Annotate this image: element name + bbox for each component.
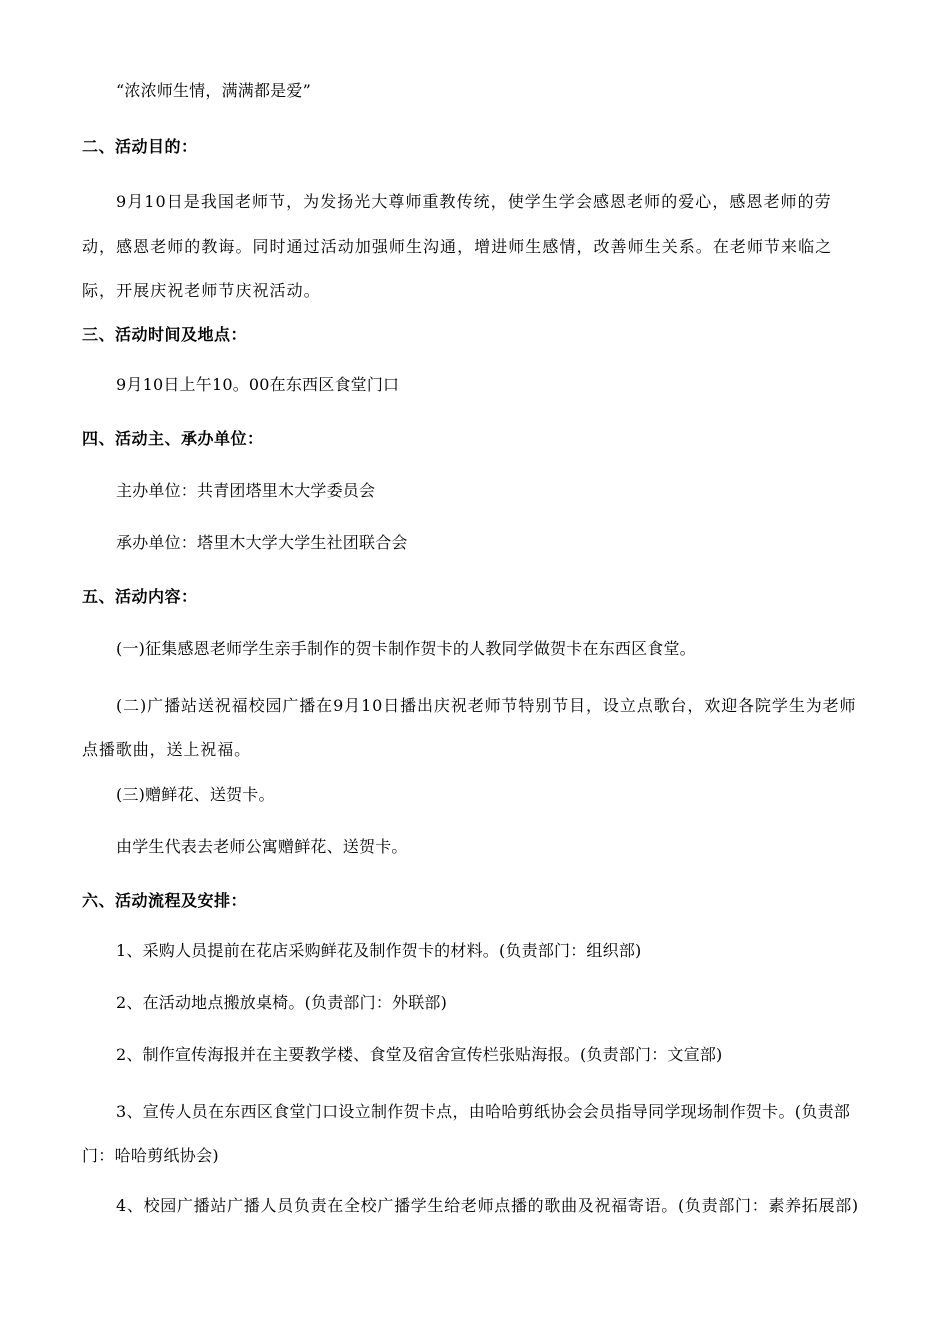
content-item: (三)赠鲜花、送贺卡。	[116, 785, 275, 804]
section-heading-content: 五、活动内容：	[82, 587, 198, 606]
co-organizer-line: 承办单位：塔里木大学大学生社团联合会	[116, 533, 408, 552]
section-body-purpose: 9月10日是我国老师节，为发扬光大尊师重教传统，使学生学会感恩老师的爱心，感恩老师的劳动，感恩老师的教诲。同时通过活动加强师生沟通，增进师生感情，改善师生关系。在老师节来临之际，开展庆祝老师节庆祝活动。	[82, 192, 833, 300]
content-item: 由学生代表去老师公寓赠鲜花、送贺卡。	[116, 837, 408, 856]
section-heading-purpose: 二、活动目的：	[82, 137, 198, 156]
content-item: (二)广播站送祝福校园广播在9月10日播出庆祝老师节特别节目，设立点歌台，欢迎各院学生为老师点播歌曲，送上祝福。	[82, 696, 857, 759]
content-item: (一)征集感恩老师学生亲手制作的贺卡制作贺卡的人教同学做贺卡在东西区食堂。	[116, 639, 696, 658]
section-body-time-place: 9月10日上午10。00在东西区食堂门口	[116, 375, 400, 394]
process-item: 2、在活动地点搬放桌椅。(负责部门：外联部)	[116, 993, 448, 1012]
process-item: 3、宣传人员在东西区食堂门口设立制作贺卡点，由哈哈剪纸协会会员指导同学现场制作贺卡。(负责部门：哈哈剪纸协会)	[82, 1102, 851, 1165]
quote-line: “浓浓师生情，满满都是爱”	[116, 81, 311, 100]
section-heading-time-place: 三、活动时间及地点：	[82, 325, 248, 344]
organizer-line: 主办单位：共青团塔里木大学委员会	[116, 481, 376, 500]
section-heading-organizers: 四、活动主、承办单位：	[82, 429, 264, 448]
process-item: 4、校园广播站广播人员负责在全校广播学生给老师点播的歌曲及祝福寄语。(负责部门：素养拓展部)	[116, 1196, 859, 1215]
process-item: 1、采购人员提前在花店采购鲜花及制作贺卡的材料。(负责部门：组织部)	[116, 941, 642, 960]
process-item: 2、制作宣传海报并在主要教学楼、食堂及宿舍宣传栏张贴海报。(负责部门：文宣部)	[116, 1045, 723, 1064]
section-heading-process: 六、活动流程及安排：	[82, 891, 248, 910]
